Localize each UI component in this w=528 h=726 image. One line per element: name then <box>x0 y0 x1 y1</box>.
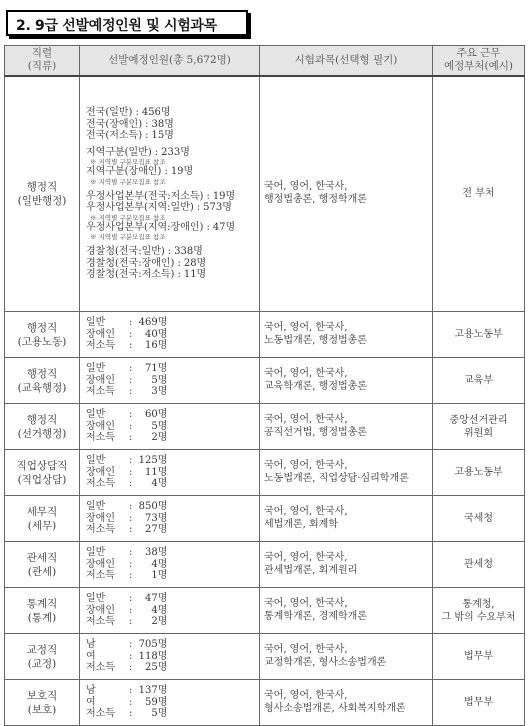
quota-line <box>86 697 256 709</box>
job-line: 행정직 <box>26 321 58 334</box>
quota-separator: : <box>129 616 133 628</box>
quota-line <box>86 559 256 571</box>
quota-separator: : <box>129 685 133 697</box>
quota-value: 11명 <box>144 466 168 478</box>
quota-cell <box>80 542 260 588</box>
quota-label: 장애인 <box>86 420 115 432</box>
quota-line <box>86 246 256 258</box>
quota-value: 47명 <box>212 221 236 233</box>
quota-label: 전국(저소득) <box>86 130 143 141</box>
quota-line <box>86 202 256 214</box>
job-cell <box>5 312 80 358</box>
quota-value: 38명 <box>144 547 168 559</box>
subject-line: 국어, 영어, 한국사, <box>264 644 348 655</box>
dept-line: 고용노동부 <box>454 467 503 478</box>
dept-line: 관세청 <box>464 559 493 570</box>
subject-line: 행정법총론, 행정학개론 <box>264 193 367 205</box>
quota-line <box>86 191 256 203</box>
quota-label: 저소득 <box>86 386 115 398</box>
dept-line: 위원회 <box>464 427 493 439</box>
quota-value: 11명 <box>183 269 207 280</box>
quota-line <box>86 119 256 131</box>
quota-separator: : <box>206 190 210 202</box>
subject-line: 국어, 영어, 한국사, <box>264 368 348 379</box>
subject-line: 국어, 영어, 한국사, <box>264 414 348 425</box>
quota-line <box>86 258 256 270</box>
dept-line: 교육부 <box>464 375 493 386</box>
subject-line: 세법개론, 회계학 <box>264 518 338 530</box>
quota-note: ※ 지역별 구분모집표 참조 <box>90 177 166 186</box>
quota-line <box>86 107 256 119</box>
subjects-cell <box>260 76 433 312</box>
subject-line: 국어, 영어, 한국사, <box>264 690 348 701</box>
quota-value: 27명 <box>144 524 168 536</box>
quota-note: ※ 지역별 구분모집표 참조 <box>90 213 166 222</box>
subjects-cell <box>260 496 433 542</box>
dept-line: 고용노동부 <box>454 329 503 340</box>
quota-separator: : <box>129 512 133 524</box>
dept-line: 그 밖의 수요부처 <box>441 611 516 623</box>
job-cell <box>5 450 80 496</box>
subjects-cell <box>260 588 433 634</box>
subject-line: 공직선거법, 행정법총론 <box>264 426 367 438</box>
quota-value: 38명 <box>151 118 174 130</box>
quota-line <box>86 501 256 513</box>
quota-value: 2명 <box>151 432 168 444</box>
table-row <box>5 404 525 450</box>
quota-separator: : <box>129 570 133 582</box>
quota-value: 137명 <box>138 685 168 697</box>
job-cell <box>5 76 80 312</box>
quota-label: 장애인 <box>86 558 115 570</box>
quota-separator: : <box>129 328 133 340</box>
quota-value: 469명 <box>138 317 168 329</box>
subjects-cell <box>260 680 433 726</box>
job-line: (고용노동) <box>17 335 67 348</box>
job-line: (선거행정) <box>17 427 67 440</box>
quota-separator: : <box>129 409 133 421</box>
quota-label: 저소득 <box>86 708 115 720</box>
quota-label: 지역구분(장애인) <box>86 166 162 177</box>
quota-label: 저소득 <box>86 524 115 536</box>
job-line: 교정직 <box>26 643 58 656</box>
quota-value: 16명 <box>144 340 168 352</box>
quota-label: 여 <box>86 696 96 708</box>
job-line: 행정직 <box>26 180 58 193</box>
job-cell <box>5 496 80 542</box>
job-cell <box>5 358 80 404</box>
quota-separator: : <box>129 593 133 605</box>
quota-separator: : <box>129 420 133 432</box>
quota-separator: : <box>129 547 133 559</box>
quota-separator: : <box>129 501 133 513</box>
quota-label: 전국(장애인) <box>86 118 143 130</box>
table-header-row <box>5 46 525 76</box>
quota-line <box>86 605 256 617</box>
quota-line <box>86 524 256 536</box>
quota-cell <box>80 76 260 312</box>
quota-value: 4명 <box>151 478 168 490</box>
quota-cell <box>80 450 260 496</box>
subject-line: 관세법개론, 회계원리 <box>264 564 358 576</box>
dept-line: 통계청, <box>462 598 495 610</box>
quota-separator: : <box>129 466 133 478</box>
quota-label: 남 <box>86 639 96 651</box>
quota-label: 우정사업본부(지역:일반) <box>86 202 194 213</box>
dept-line: 법무부 <box>464 651 493 662</box>
quota-line <box>86 421 256 433</box>
dept-cell <box>433 404 525 450</box>
quota-line <box>86 593 256 605</box>
quota-cell <box>80 680 260 726</box>
dept-cell <box>433 680 525 726</box>
quota-separator: : <box>129 558 133 570</box>
quota-label: 일반 <box>86 501 106 513</box>
quota-label: 저소득 <box>86 432 115 444</box>
quota-separator: : <box>129 708 133 720</box>
quota-label: 일반 <box>86 317 106 329</box>
quota-label: 여 <box>86 650 96 662</box>
table-row <box>5 542 525 588</box>
quota-separator: : <box>167 246 172 257</box>
job-line: 직업상담직 <box>16 459 68 472</box>
quota-label: 경찰청(전국:저소득) <box>86 269 175 280</box>
subject-line: 국어, 영어, 한국사, <box>264 460 348 471</box>
quota-label: 장애인 <box>86 466 115 478</box>
quota-line <box>86 547 256 559</box>
quota-value: 25명 <box>144 662 168 674</box>
quota-value: 5명 <box>151 420 168 432</box>
subject-line: 국어, 영어, 한국사, <box>264 506 348 517</box>
quota-label: 일반 <box>86 409 106 421</box>
quota-value: 15명 <box>151 130 174 141</box>
job-cell <box>5 404 80 450</box>
job-line: (직업상담) <box>17 473 67 486</box>
quota-value: 60명 <box>144 409 168 421</box>
quota-value: 850명 <box>138 501 168 513</box>
job-cell <box>5 680 80 726</box>
dept-line: 전 부처 <box>462 188 495 200</box>
subject-line: 국어, 영어, 한국사, <box>264 181 348 193</box>
quota-separator: : <box>129 478 133 490</box>
quota-line <box>86 166 256 178</box>
quota-label: 지역구분(일반) <box>86 146 152 158</box>
quota-value: 573명 <box>203 202 232 213</box>
subjects-cell <box>260 634 433 680</box>
quota-separator: : <box>177 257 181 269</box>
quota-separator: : <box>145 118 149 130</box>
job-cell <box>5 542 80 588</box>
quota-value: 71명 <box>144 363 168 375</box>
quota-value: 19명 <box>170 166 194 177</box>
subjects-cell <box>260 542 433 588</box>
dept-line: 중앙선거관리 <box>449 414 508 426</box>
quota-separator: : <box>129 604 133 616</box>
table-row <box>5 450 525 496</box>
subjects-cell <box>260 404 433 450</box>
quota-cell <box>80 404 260 450</box>
header-subjects: 시험과목(선택형 필기) <box>260 46 433 76</box>
header-dept: 주요 근무 예정부처(예시) <box>433 46 525 76</box>
quota-cell <box>80 588 260 634</box>
dept-cell <box>433 450 525 496</box>
quota-value: 118명 <box>138 650 168 662</box>
job-line: 행정직 <box>26 413 58 426</box>
quota-line <box>86 329 256 341</box>
quota-line <box>86 375 256 387</box>
table-row <box>5 358 525 404</box>
quota-value: 4명 <box>151 558 168 570</box>
job-line: 보호직 <box>26 689 58 702</box>
quota-label: 일반 <box>86 547 106 559</box>
quota-label: 저소득 <box>86 570 115 582</box>
table-row <box>5 76 525 312</box>
header-job: 직렬 (직류) <box>5 46 80 76</box>
quota-separator: : <box>145 130 149 141</box>
quota-separator: : <box>129 432 133 444</box>
quota-value: 28명 <box>183 257 207 269</box>
quota-separator: : <box>135 107 139 118</box>
quota-label: 경찰청(전국:일반) <box>86 246 165 257</box>
quota-line <box>86 222 256 234</box>
table-row <box>5 680 525 726</box>
job-line: (세무) <box>27 519 57 532</box>
quota-label: 장애인 <box>86 512 115 524</box>
dept-line: 국세청 <box>464 513 493 524</box>
quota-separator: : <box>129 696 133 708</box>
dept-line: 법무부 <box>464 697 493 708</box>
quota-label: 저소득 <box>86 478 115 490</box>
table-row <box>5 312 525 358</box>
quota-line <box>86 685 256 697</box>
quota-value: 4명 <box>151 604 168 616</box>
quota-value: 233명 <box>161 146 190 158</box>
subjects-cell <box>260 358 433 404</box>
subjects-cell <box>260 312 433 358</box>
quota-value: 73명 <box>144 512 168 524</box>
dept-cell <box>433 358 525 404</box>
quota-line <box>86 570 256 582</box>
quota-separator: : <box>129 363 133 375</box>
quota-value: 40명 <box>144 328 168 340</box>
quota-value: 125명 <box>138 455 168 467</box>
subject-line: 교육학개론, 행정법총론 <box>264 380 367 392</box>
quota-label: 일반 <box>86 455 106 467</box>
quota-separator: : <box>129 639 133 651</box>
job-line: (교정) <box>27 657 57 670</box>
quota-label: 장애인 <box>86 374 115 386</box>
job-line: 통계직 <box>26 597 58 610</box>
quota-line <box>86 317 256 329</box>
dept-cell <box>433 496 525 542</box>
quota-value: 705명 <box>138 639 168 651</box>
quota-line <box>86 467 256 479</box>
quota-separator: : <box>129 340 133 352</box>
subject-line: 국어, 영어, 한국사, <box>264 552 348 563</box>
quota-value: 5명 <box>151 374 168 386</box>
quota-line <box>86 269 256 281</box>
quota-note: ※ 지역별 구분모집표 참조 <box>90 233 166 241</box>
dept-cell <box>433 634 525 680</box>
quota-separator: : <box>177 269 181 280</box>
quota-value: 19명 <box>212 190 236 202</box>
quota-label: 경찰청(전국:장애인) <box>86 257 175 269</box>
job-line: 행정직 <box>26 367 58 380</box>
quota-label: 장애인 <box>86 328 115 340</box>
quota-separator: : <box>129 662 133 674</box>
quota-label: 저소득 <box>86 662 115 674</box>
subjects-cell <box>260 450 433 496</box>
subject-line: 국어, 영어, 한국사, <box>264 322 348 333</box>
quota-value: 1명 <box>151 570 168 582</box>
job-line: (관세) <box>27 565 57 578</box>
job-line: (교육행정) <box>17 381 67 394</box>
quota-line <box>86 363 256 375</box>
quota-separator: : <box>196 202 201 213</box>
quota-line <box>86 708 256 720</box>
quota-separator: : <box>154 146 159 158</box>
quota-value: 456명 <box>141 107 171 118</box>
quota-value: 47명 <box>144 593 168 605</box>
quota-label: 저소득 <box>86 616 115 628</box>
quota-line <box>86 432 256 444</box>
quota-value: 2명 <box>151 616 168 628</box>
subject-line: 국어, 영어, 한국사, <box>264 598 348 609</box>
quota-separator: : <box>129 650 133 662</box>
quota-line <box>86 130 256 142</box>
quota-line <box>86 147 256 159</box>
section-title-box <box>6 10 248 36</box>
quota-value: 3명 <box>151 386 168 398</box>
quota-separator: : <box>164 166 168 177</box>
quota-line <box>86 513 256 525</box>
job-line: 관세직 <box>26 551 58 564</box>
recruitment-table <box>4 45 525 726</box>
quota-label: 전국(일반) <box>86 107 133 118</box>
table-body <box>5 76 525 726</box>
quota-line <box>86 662 256 674</box>
job-line: (통계) <box>27 611 57 624</box>
quota-label: 장애인 <box>86 604 115 616</box>
quota-line <box>86 651 256 663</box>
subject-line: 노동법개론, 직업상담·심리학개론 <box>264 472 409 484</box>
table-row <box>5 496 525 542</box>
dept-cell <box>433 76 525 312</box>
header-quota: 선발예정인원(총 5,672명) <box>80 46 260 76</box>
quota-cell <box>80 312 260 358</box>
quota-separator: : <box>129 455 133 467</box>
quota-cell <box>80 634 260 680</box>
quota-label: 일반 <box>86 593 106 605</box>
quota-separator: : <box>129 317 133 329</box>
quota-cell <box>80 358 260 404</box>
dept-cell <box>433 542 525 588</box>
dept-cell <box>433 312 525 358</box>
subject-line: 통계학개론, 경제학개론 <box>264 610 367 622</box>
quota-value: 338명 <box>174 246 203 257</box>
quota-label: 일반 <box>86 363 106 375</box>
quota-line <box>86 478 256 490</box>
subject-line: 노동법개론, 행정법총론 <box>264 334 367 346</box>
section-title: 2. 9급 선발예정인원 및 시험과목 <box>16 18 217 34</box>
quota-line <box>86 409 256 421</box>
job-cell <box>5 634 80 680</box>
quota-separator: : <box>129 386 133 398</box>
quota-label: 남 <box>86 685 96 697</box>
quota-label: 우정사업본부(전국:저소득) <box>86 190 204 202</box>
quota-line <box>86 340 256 352</box>
quota-separator: : <box>129 374 133 386</box>
job-line: (보호) <box>27 703 57 716</box>
subject-line: 교정학개론, 형사소송법개론 <box>264 656 387 668</box>
quota-note: ※ 지역별 구분모집표 참조 <box>90 158 166 166</box>
table-row <box>5 634 525 680</box>
dept-cell <box>433 588 525 634</box>
quota-label: 우정사업본부(지역:장애인) <box>86 221 204 233</box>
quota-separator: : <box>206 221 210 233</box>
quota-line <box>86 639 256 651</box>
quota-line <box>86 386 256 398</box>
quota-value: 59명 <box>144 696 168 708</box>
quota-value: 5명 <box>151 708 168 720</box>
quota-line <box>86 455 256 467</box>
job-cell <box>5 588 80 634</box>
quota-label: 저소득 <box>86 340 115 352</box>
quota-line <box>86 616 256 628</box>
table-row <box>5 588 525 634</box>
job-line: (일반행정) <box>17 194 67 207</box>
quota-cell <box>80 496 260 542</box>
subject-line: 형사소송법개론, 사회복지학개론 <box>264 702 406 714</box>
quota-separator: : <box>129 524 133 536</box>
job-line: 세무직 <box>26 505 58 518</box>
